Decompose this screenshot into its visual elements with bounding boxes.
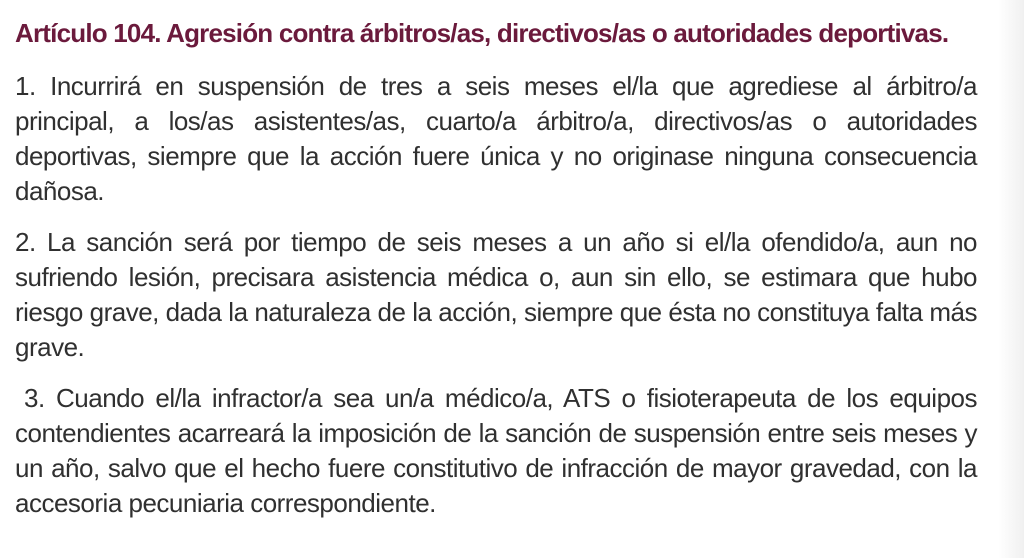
- article-paragraph-2: 2. La sanción será por tiempo de seis meses a un año si el/la ofendido/a, aun no sufriendo lesión, precisara asistencia médica o, aun sin ello, se estimara que hubo riesgo grave, dada la naturaleza de la acción, siempre que ésta no constituya falta más grave.: [15, 227, 977, 362]
- right-edge-vignette: [998, 0, 1024, 558]
- article-title: Artículo 104. Agresión contra árbitros/as, directivos/as o autoridades deportivas.: [15, 18, 949, 48]
- article-paragraph-1: 1. Incurrirá en suspensión de tres a seis meses el/la que agrediese al árbitro/a principal, a los/as asistentes/as, cuarto/a árbitro/a, directivos/as o autoridades deportivas, siempre que la acción fuere única y no originase ninguna consecuencia dañosa.: [15, 71, 977, 206]
- article-paragraph-3: 3. Cuando el/la infractor/a sea un/a médico/a, ATS o fisioterapeuta de los equipos contendientes acarreará la imposición de la sanción de suspensión entre seis meses y un año, salvo que el hecho fuere constitutivo de infracción de mayor gravedad, con la accesoria pecuniaria correspondiente.: [15, 383, 977, 518]
